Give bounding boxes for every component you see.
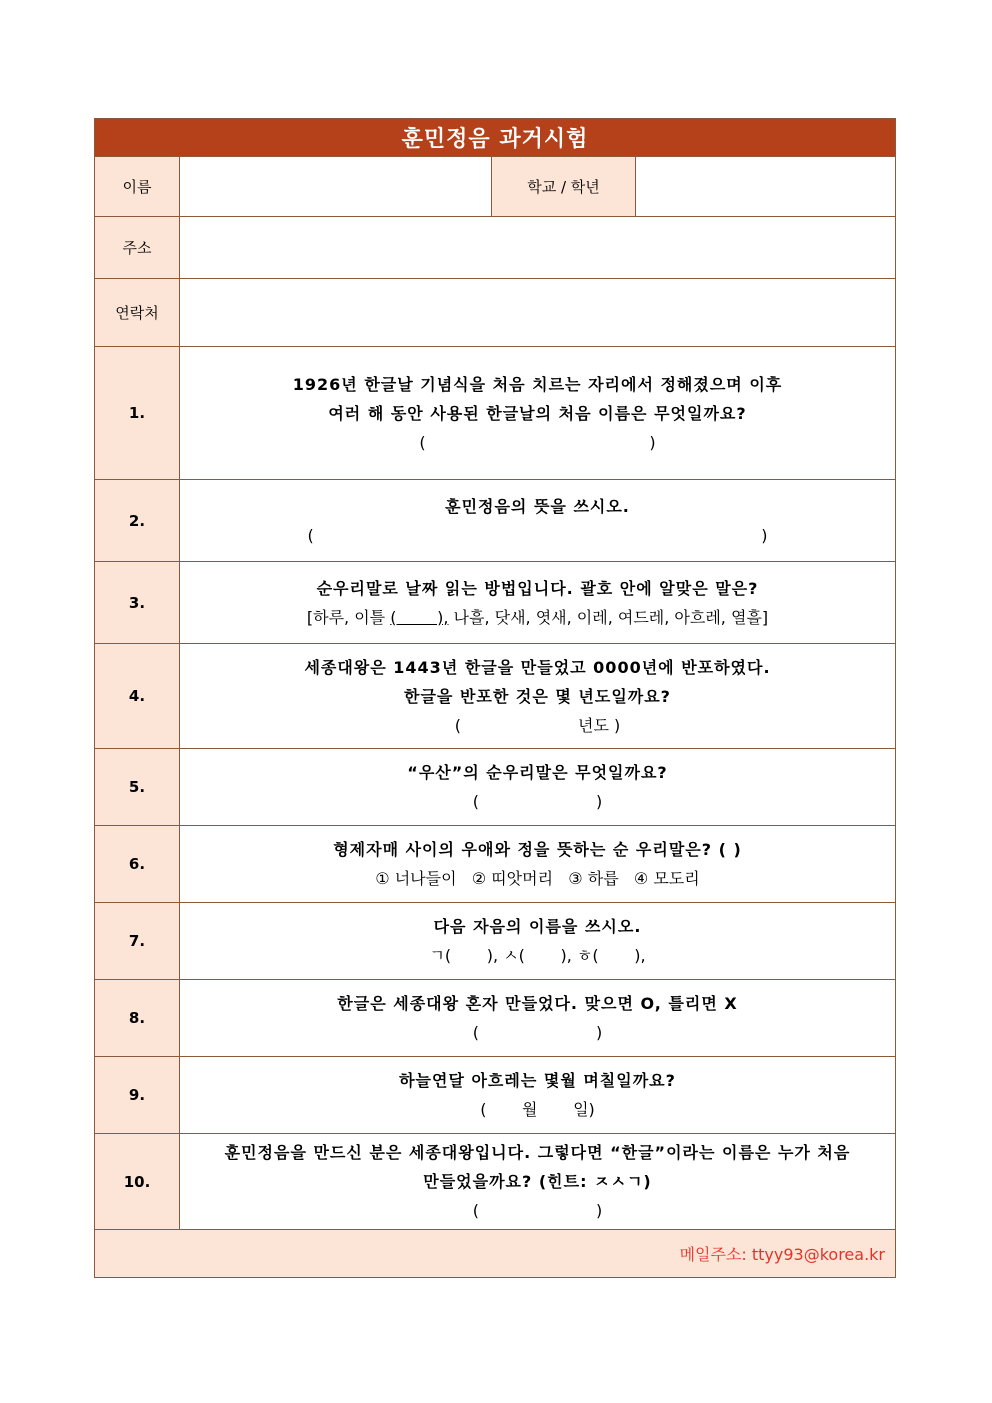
question-text: 한글을 반포한 것은 몇 년도일까요? — [404, 686, 671, 706]
question-text: 순우리말로 날짜 읽는 방법입니다. 괄호 안에 알맞은 말은? — [316, 578, 759, 598]
answer-blank[interactable]: ( 년도 ) — [454, 715, 621, 735]
answer-blank[interactable]: ( ) — [472, 1023, 603, 1042]
answer-blank[interactable]: ( ), — [390, 607, 449, 627]
question-number: 5. — [95, 749, 180, 826]
question-text: 세종대왕은 1443년 한글을 만들었고 0000년에 반포하였다. — [304, 657, 771, 677]
answer-blank[interactable]: ( ) — [472, 1201, 603, 1220]
question-text: 다음 자음의 이름을 쓰시오. — [433, 917, 642, 936]
answer-blank[interactable]: ( ) — [307, 525, 768, 545]
email-footer — [95, 1230, 896, 1278]
question-8 — [180, 980, 896, 1057]
question-text: 훈민정음을 만드신 분은 세종대왕입니다. 그렇다면 “한글”이라는 이름은 누가 처음 — [224, 1143, 851, 1162]
question-number: 10. — [95, 1134, 180, 1230]
school-grade-label: 학교 / 학년 — [492, 157, 636, 217]
question-number: 8. — [95, 980, 180, 1057]
question-text: 한글은 세종대왕 혼자 만들었다. 맞으면 O, 틀리면 X — [337, 994, 738, 1013]
school-grade-field[interactable] — [636, 157, 896, 217]
question-text: 만들었을까요? (힌트: ㅈㅅㄱ) — [423, 1172, 652, 1191]
question-5 — [180, 749, 896, 826]
question-3 — [180, 562, 896, 644]
question-number: 3. — [95, 562, 180, 644]
answer-choices[interactable]: ① 너나들이 ② 띠앗머리 ③ 하릅 ④ 모도리 — [375, 869, 700, 888]
question-6 — [180, 826, 896, 903]
question-text: 1926년 한글날 기념식을 처음 치르는 자리에서 정해졌으며 이후 — [292, 374, 783, 394]
name-label: 이름 — [95, 157, 180, 217]
answer-blank[interactable]: ( 월 일) — [480, 1100, 595, 1119]
address-label: 주소 — [95, 217, 180, 279]
question-number: 4. — [95, 644, 180, 749]
page-title: 훈민정음 과거시험 — [95, 119, 896, 157]
question-text: “우산”의 순우리말은 무엇일까요? — [407, 763, 668, 782]
question-text: 훈민정음의 뜻을 쓰시오. — [445, 496, 630, 516]
contact-label: 연락처 — [95, 279, 180, 347]
question-number: 9. — [95, 1057, 180, 1134]
question-text: 하늘연달 아흐레는 몇월 며칠일까요? — [399, 1071, 676, 1090]
question-4 — [180, 644, 896, 749]
contact-field[interactable] — [180, 279, 896, 347]
question-text: 형제자매 사이의 우애와 정을 뜻하는 순 우리말은? ( ) — [333, 840, 742, 859]
address-field[interactable] — [180, 217, 896, 279]
question-10 — [180, 1134, 896, 1230]
answer-line — [180, 603, 895, 632]
question-number: 7. — [95, 903, 180, 980]
question-7 — [180, 903, 896, 980]
question-9 — [180, 1057, 896, 1134]
answer-suffix: 나흘, 닷새, 엿새, 이레, 여드레, 아흐레, 열흘] — [448, 607, 769, 627]
exam-sheet — [94, 118, 896, 1278]
question-number: 2. — [95, 480, 180, 562]
question-number: 1. — [95, 347, 180, 480]
question-1 — [180, 347, 896, 480]
answer-prefix: [하루, 이틀 — [306, 607, 391, 627]
answer-blank[interactable]: ( ) — [419, 432, 656, 452]
answer-blank[interactable]: ( ) — [472, 792, 603, 811]
question-text: 여러 해 동안 사용된 한글날의 처음 이름은 무엇일까요? — [328, 403, 747, 423]
question-2 — [180, 480, 896, 562]
name-field[interactable] — [180, 157, 492, 217]
question-number: 6. — [95, 826, 180, 903]
email-text: 메일주소: ttyy93@korea.kr — [679, 1245, 885, 1264]
answer-blank[interactable]: ㄱ( ), ㅅ( ), ㅎ( ), — [429, 946, 646, 965]
